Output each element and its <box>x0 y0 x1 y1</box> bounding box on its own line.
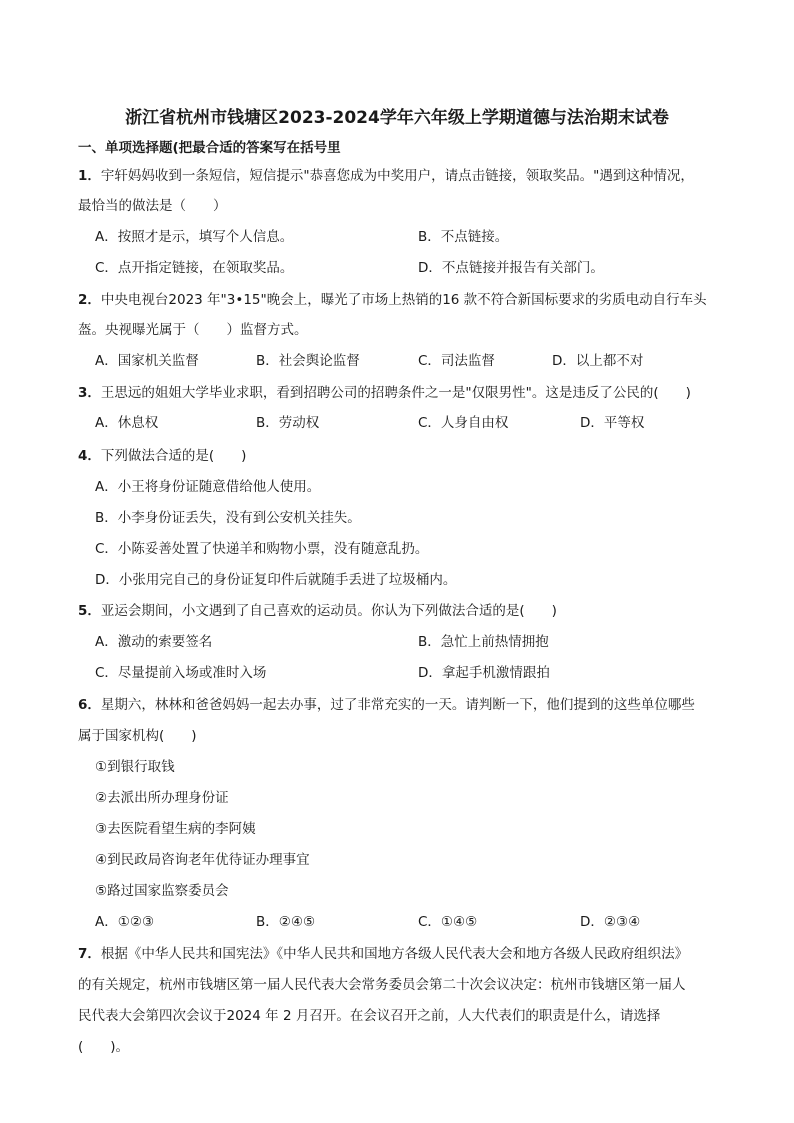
option-a: A．休息权 <box>95 415 159 431</box>
list-item: ①到银行取钱 <box>95 759 175 775</box>
question-6-line-2: 属于国家机构( ) <box>78 728 197 744</box>
question-number: 5． <box>78 603 101 619</box>
question-3 <box>78 383 691 403</box>
option-c: C．司法监督 <box>418 353 495 369</box>
option-b: B．②④⑤ <box>256 914 316 930</box>
list-item: ④到民政局咨询老年优待证办理事宜 <box>95 852 310 868</box>
option-c: C．小陈妥善处置了快递羊和购物小票，没有随意乱扔。 <box>95 541 429 557</box>
option-d: D．不点链接并报告有关部门。 <box>418 260 604 276</box>
question-2-line-2: 盔。央视曝光属于（ ）监督方式。 <box>78 322 308 338</box>
question-6 <box>78 695 695 715</box>
option-d: D．拿起手机激情跟拍 <box>418 665 550 681</box>
option-a: A．激动的索要签名 <box>95 634 213 650</box>
question-text: 中央电视台2023 年"3•15"晚会上，曝光了市场上热销的16 款不符合新国标要求的劣质电动自行车头 <box>100 292 707 308</box>
question-text: 下列做法合适的是( ) <box>100 448 247 464</box>
option-c: C．尽量提前入场或准时入场 <box>95 665 267 681</box>
option-a: A．小王将身份证随意借给他人使用。 <box>95 479 321 495</box>
option-d: D．②③④ <box>580 914 641 930</box>
option-c: C．点开指定链接，在领取奖品。 <box>95 260 294 276</box>
section-heading: 一、单项选择题(把最合适的答案写在括号里 <box>78 140 341 156</box>
question-2 <box>78 290 707 310</box>
option-c: C．①④⑤ <box>418 914 478 930</box>
question-text: 王思远的姐姐大学毕业求职，看到招聘公司的招聘条件之一是"仅限男性"。这是违反了公民的( ) <box>100 385 691 401</box>
option-d: D．小张用完自己的身份证复印件后就随手丢进了垃圾桶内。 <box>95 572 457 588</box>
question-number: 2． <box>78 292 101 308</box>
question-1-line-2: 最恰当的做法是（ ） <box>78 198 227 214</box>
option-a: A．①②③ <box>95 914 155 930</box>
question-text: 根据《中华人民共和国宪法》《中华人民共和国地方各级人民代表大会和地方各级人民政府组织法》 <box>100 946 689 962</box>
question-text: 宇轩妈妈收到一条短信，短信提示"恭喜您成为中奖用户，请点击链接，领取奖品。"遇到这种情况， <box>100 168 694 184</box>
question-5 <box>78 601 557 621</box>
exam-title: 浙江省杭州市钱塘区2023-2024学年六年级上学期道德与法治期末试卷 <box>125 108 669 128</box>
question-number: 1． <box>78 168 101 184</box>
question-7-line-4: ( )。 <box>78 1039 130 1055</box>
option-a: A．国家机关监督 <box>95 353 199 369</box>
question-7-line-3: 民代表大会第四次会议于2024 年 2 月召开。在会议召开之前，人大代表们的职责是什么，请选择 <box>78 1008 661 1024</box>
option-b: B．社会舆论监督 <box>256 353 360 369</box>
question-number: 7． <box>78 946 101 962</box>
option-b: B．急忙上前热情拥抱 <box>418 634 549 650</box>
option-b: B．劳动权 <box>256 415 320 431</box>
question-number: 3． <box>78 385 101 401</box>
option-d: D．平等权 <box>580 415 645 431</box>
question-text: 星期六，林林和爸爸妈妈一起去办事，过了非常充实的一天。请判断一下，他们提到的这些单位哪些 <box>100 697 695 713</box>
option-d: D．以上都不对 <box>552 353 644 369</box>
option-b: B．不点链接。 <box>418 229 509 245</box>
list-item: ③去医院看望生病的李阿姨 <box>95 821 256 837</box>
list-item: ⑤路过国家监察委员会 <box>95 883 229 899</box>
question-number: 6． <box>78 697 101 713</box>
question-number: 4． <box>78 448 101 464</box>
question-4 <box>78 446 246 466</box>
option-a: A．按照才是示，填写个人信息。 <box>95 229 294 245</box>
option-c: C．人身自由权 <box>418 415 509 431</box>
option-b: B．小李身份证丢失，没有到公安机关挂失。 <box>95 510 361 526</box>
question-text: 亚运会期间，小文遇到了自己喜欢的运动员。你认为下列做法合适的是( ) <box>100 603 557 619</box>
question-7 <box>78 944 688 964</box>
question-1 <box>78 166 694 186</box>
question-7-line-2: 的有关规定，杭州市钱塘区第一届人民代表大会常务委员会第二十次会议决定：杭州市钱塘区第一届人 <box>78 977 686 993</box>
list-item: ②去派出所办理身份证 <box>95 790 229 806</box>
